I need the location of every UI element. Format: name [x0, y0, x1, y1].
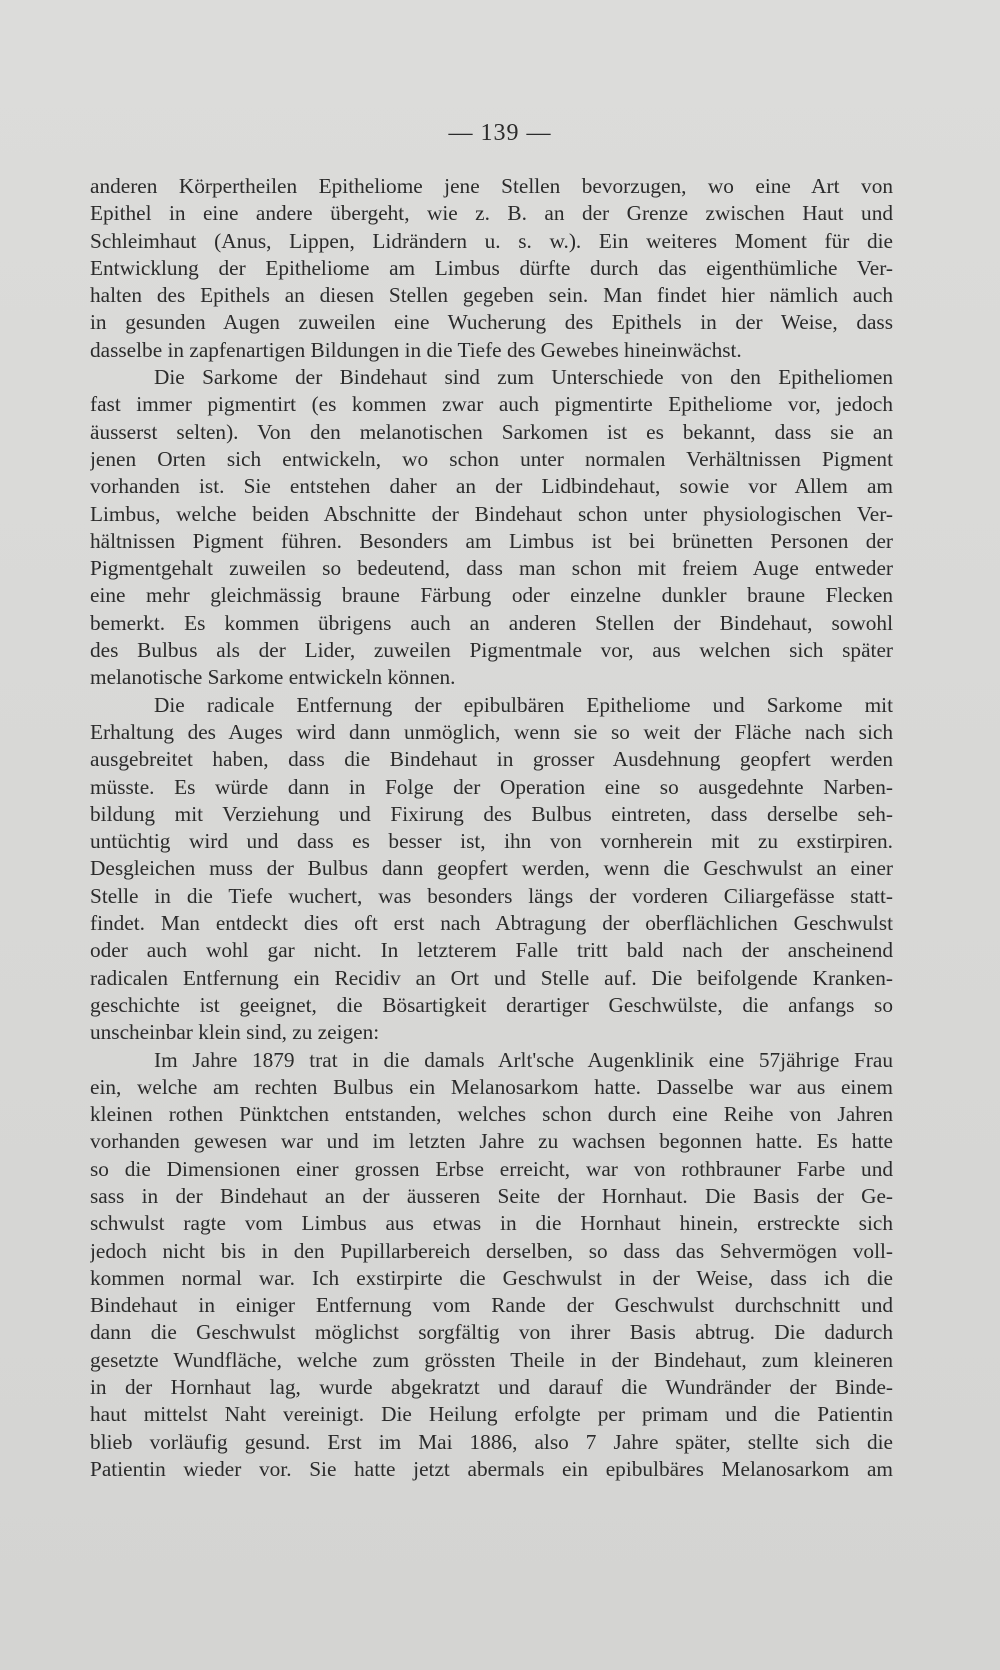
- text-line: fast immer pigmentirt (es kommen zwar auch pigmentirte Epitheliome vor, jedoch: [90, 392, 893, 417]
- text-line: halten des Epithels an diesen Stellen gegeben sein. Man findet hier nämlich auch: [90, 283, 893, 308]
- text-line: Pigmentgehalt zuweilen so bedeutend, dass man schon mit freiem Auge entweder: [90, 556, 893, 581]
- text-line: in der Hornhaut lag, wurde abgekratzt und darauf die Wundränder der Binde-: [90, 1375, 893, 1400]
- text-line: eine mehr gleichmässig braune Färbung oder einzelne dunkler braune Flecken: [90, 583, 893, 608]
- text-line: melanotische Sarkome entwickeln können.: [90, 665, 456, 690]
- text-line: bemerkt. Es kommen übrigens auch an anderen Stellen der Bindehaut, sowohl: [90, 610, 893, 635]
- text-line: Entwicklung der Epitheliome am Limbus dürfte durch das eigenthümliche Ver-: [90, 255, 893, 280]
- text-line: so die Dimensionen einer grossen Erbse erreicht, war von rothbrauner Farbe und: [90, 1156, 893, 1181]
- text-line: unscheinbar klein sind, zu zeigen:: [90, 1020, 380, 1045]
- text-line: Bindehaut in einiger Entfernung vom Rande der Geschwulst durchschnitt und: [90, 1293, 893, 1318]
- text-line: radicalen Entfernung ein Recidiv an Ort und Stelle auf. Die beifolgende Kranken-: [90, 965, 893, 990]
- text-line: kleinen rothen Pünktchen entstanden, welches schon durch eine Reihe von Jahren: [90, 1102, 893, 1127]
- text-line: blieb vorläufig gesund. Erst im Mai 1886, also 7 Jahre später, stellte sich die: [90, 1429, 893, 1454]
- text-line: schwulst ragte vom Limbus aus etwas in die Hornhaut hinein, erstreckte sich: [90, 1211, 893, 1236]
- text-line: sass in der Bindehaut an der äusseren Seite der Hornhaut. Die Basis der Ge-: [90, 1183, 893, 1208]
- text-line: Desgleichen muss der Bulbus dann geopfert werden, wenn die Geschwulst an einer: [90, 856, 893, 881]
- text-line: Stelle in die Tiefe wuchert, was besonders längs der vorderen Ciliargefässe statt-: [90, 883, 893, 908]
- text-line: Limbus, welche beiden Abschnitte der Bindehaut schon unter physiologischen Ver-: [90, 501, 893, 526]
- text-line: Epithel in eine andere übergeht, wie z. B. an der Grenze zwischen Haut und: [90, 201, 893, 226]
- text-line: Die Sarkome der Bindehaut sind zum Unterschiede von den Epitheliomen: [154, 365, 893, 390]
- text-line: des Bulbus als der Lider, zuweilen Pigmentmale vor, aus welchen sich später: [90, 638, 893, 663]
- text-line: vorhanden ist. Sie entstehen daher an der Lidbindehaut, sowie vor Allem am: [90, 474, 893, 499]
- text-line: dasselbe in zapfenartigen Bildungen in die Tiefe des Gewebes hineinwächst.: [90, 337, 742, 362]
- text-line: hältnissen Pigment führen. Besonders am Limbus ist bei brünetten Personen der: [90, 528, 893, 553]
- text-line: in gesunden Augen zuweilen eine Wucherung des Epithels in der Weise, dass: [90, 310, 893, 335]
- text-line: Patientin wieder vor. Sie hatte jetzt abermals ein epibulbäres Melanosarkom am: [90, 1456, 893, 1481]
- text-line: bildung mit Verziehung und Fixirung des Bulbus eintreten, dass derselbe seh-: [90, 801, 893, 826]
- text-line: dann die Geschwulst möglichst sorgfältig von ihrer Basis abtrug. Die dadurch: [90, 1320, 893, 1345]
- page-number: — 139 —: [448, 120, 552, 146]
- text-line: geschichte ist geeignet, die Bösartigkeit derartiger Geschwülste, die anfangs so: [90, 992, 893, 1017]
- text-line: Erhaltung des Auges wird dann unmöglich, wenn sie so weit der Fläche nach sich: [90, 719, 893, 744]
- text-line: jedoch nicht bis in den Pupillarbereich derselben, so dass das Sehvermögen voll-: [90, 1238, 893, 1263]
- text-line: Im Jahre 1879 trat in die damals Arlt'sche Augenklinik eine 57jährige Frau: [154, 1047, 893, 1072]
- text-line: gesetzte Wundfläche, welche zum grössten Theile in der Bindehaut, zum kleineren: [90, 1347, 893, 1372]
- text-line: vorhanden gewesen war und im letzten Jahre zu wachsen begonnen hatte. Es hatte: [90, 1129, 893, 1154]
- text-line: äusserst selten). Von den melanotischen Sarkomen ist es bekannt, dass sie an: [90, 419, 893, 444]
- text-line: untüchtig wird und dass es besser ist, ihn von vornherein mit zu exstirpiren.: [90, 829, 893, 854]
- text-line: jenen Orten sich entwickeln, wo schon unter normalen Verhältnissen Pigment: [90, 446, 893, 471]
- text-line: findet. Man entdeckt dies oft erst nach Abtragung der oberflächlichen Geschwulst: [90, 911, 893, 936]
- text-line: Schleimhaut (Anus, Lippen, Lidrändern u. s. w.). Ein weiteres Moment für die: [90, 228, 893, 253]
- text-line: ein, welche am rechten Bulbus ein Melanosarkom hatte. Dasselbe war aus einem: [90, 1074, 893, 1099]
- text-line: kommen normal war. Ich exstirpirte die Geschwulst in der Weise, dass ich die: [90, 1265, 893, 1290]
- text-line: haut mittelst Naht vereinigt. Die Heilung erfolgte per primam und die Patientin: [90, 1402, 893, 1427]
- text-line: oder auch wohl gar nicht. In letzterem Falle tritt bald nach der anscheinend: [90, 938, 893, 963]
- text-line: müsste. Es würde dann in Folge der Operation eine so ausgedehnte Narben-: [90, 774, 893, 799]
- text-line: anderen Körpertheilen Epitheliome jene Stellen bevorzugen, wo eine Art von: [90, 174, 893, 198]
- text-line: Die radicale Entfernung der epibulbären Epitheliome und Sarkome mit: [154, 692, 893, 717]
- body-text: [90, 173, 893, 1483]
- text-line: ausgebreitet haben, dass die Bindehaut in grosser Ausdehnung geopfert werden: [90, 747, 893, 772]
